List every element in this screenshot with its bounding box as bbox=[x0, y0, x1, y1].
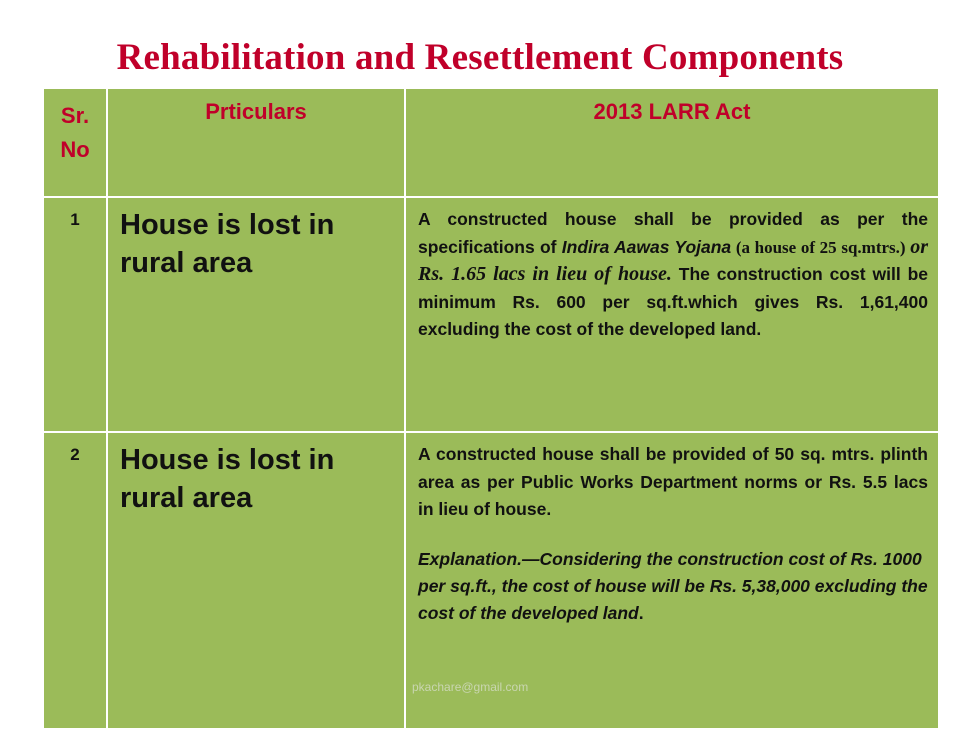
header-sr-no: Sr. No bbox=[43, 88, 107, 197]
act-explanation bbox=[418, 546, 928, 627]
row-particulars: House is lost in rural area bbox=[107, 432, 405, 729]
header-particulars: Prticulars bbox=[107, 88, 405, 197]
row-act-text bbox=[405, 197, 939, 432]
footer-email: pkachare@gmail.com bbox=[412, 680, 529, 694]
row-particulars: House is lost in rural area bbox=[107, 197, 405, 432]
header-act: 2013 LARR Act bbox=[405, 88, 939, 197]
row-sr-number: 1 bbox=[43, 197, 107, 432]
act-text-paragraph: A constructed house shall be provided of 50 sq. mtrs. plinth area as per Public Works Department norms or Rs. 5.5 lacs in lieu of house. bbox=[418, 444, 928, 519]
slide-title: Rehabilitation and Resettlement Components bbox=[116, 37, 844, 78]
components-table bbox=[42, 87, 940, 730]
act-text-italic: or Rs. 1.65 lacs in lieu of house. bbox=[418, 235, 929, 285]
row-sr-number: 2 bbox=[43, 432, 107, 729]
explanation-text: Explanation.—Considering the construction cost of Rs. 1000 per sq.ft., the cost of house will be Rs. 5,38,000 excluding the cost of the developed land bbox=[418, 548, 928, 623]
act-text-part: The construction cost will be minimum Rs. 600 per sq.ft.which gives Rs. 1,61,400 excluding the cost of the developed land. bbox=[418, 264, 929, 339]
explanation-period: . bbox=[638, 602, 644, 623]
act-text-part: (a house of 25 sq.mtrs.) bbox=[731, 237, 911, 257]
table-row bbox=[43, 197, 939, 432]
act-text-italic: Indira Aawas Yojana bbox=[561, 236, 732, 257]
act-text-part: A constructed house shall be provided as per the specifications of bbox=[418, 209, 928, 257]
table-header-row bbox=[43, 88, 939, 197]
